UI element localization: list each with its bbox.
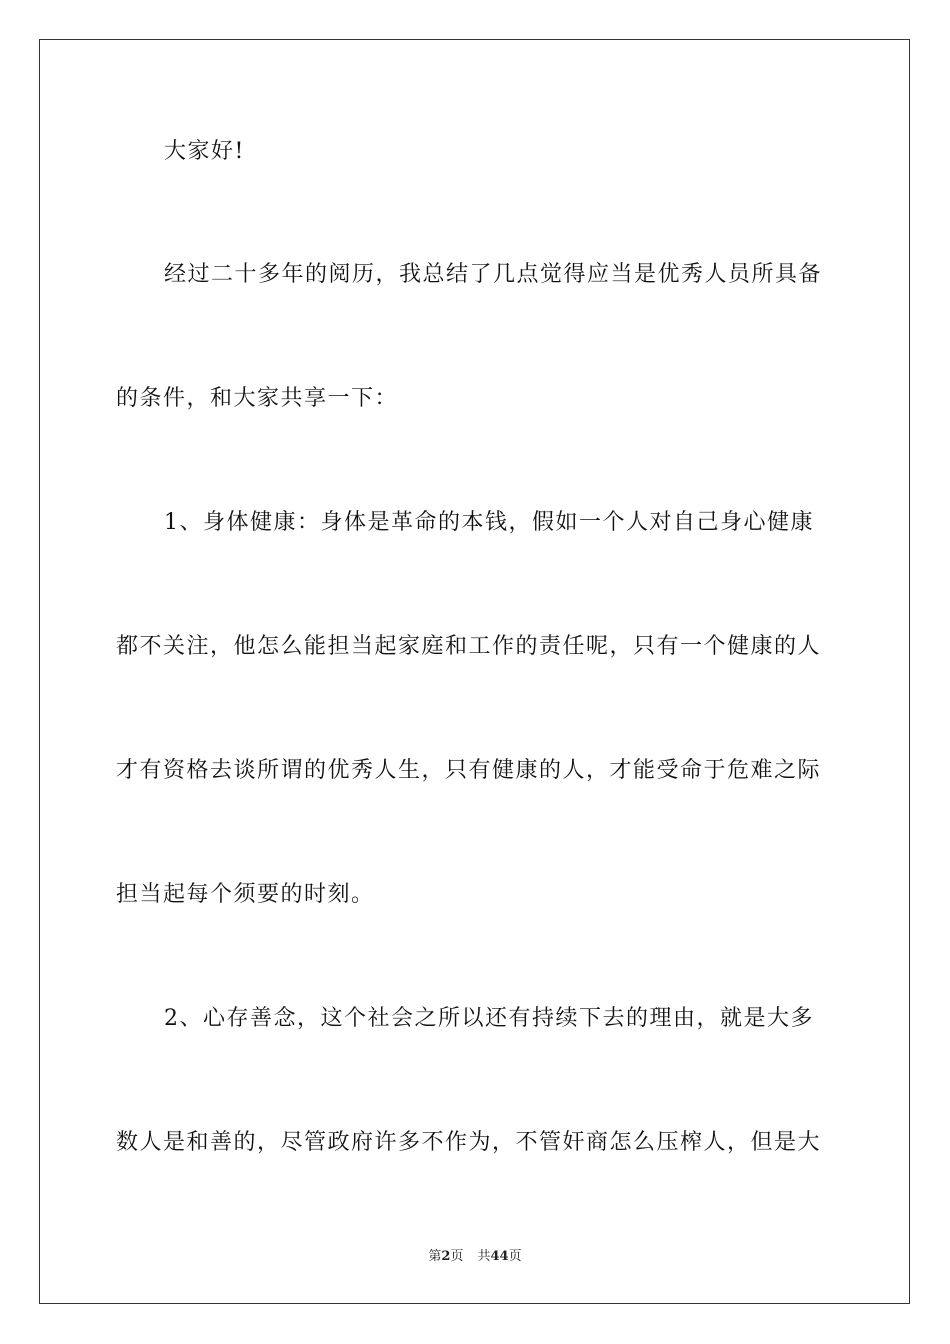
total-prefix: 共 (477, 1249, 491, 1264)
paragraph-2-line-2: 都不关注，他怎么能担当起家庭和工作的责任呢，只有一个健康的人 (116, 634, 822, 659)
paragraph-1-line-1: 经过二十多年的阅历，我总结了几点觉得应当是优秀人员所具备 (164, 262, 823, 287)
paragraph-3-line-2: 数人是和善的，尽管政府许多不作为，不管奸商怎么压榨人，但是大 (116, 1130, 822, 1155)
paragraph-2-line-1: 1、身体健康：身体是革命的本钱，假如一个人对自己身心健康 (164, 510, 814, 535)
page-border (39, 39, 910, 1304)
page-number: 2 (441, 1249, 451, 1264)
paragraph-3-line-1: 2、心存善念，这个社会之所以还有持续下去的理由，就是大多 (164, 1006, 814, 1031)
paragraph-2-line-4: 担当起每个须要的时刻。 (116, 882, 375, 907)
page-suffix: 页 (450, 1249, 464, 1264)
total-pages: 44 (490, 1249, 509, 1264)
paragraph-2-line-3: 才有资格去谈所谓的优秀人生，只有健康的人，才能受命于危难之际 (116, 758, 822, 783)
paragraph-1-line-2: 的条件，和大家共享一下： (116, 386, 399, 411)
page-footer (0, 1247, 950, 1267)
page-prefix: 第 (428, 1249, 442, 1264)
total-suffix: 页 (508, 1249, 522, 1264)
greeting-line: 大家好! (164, 139, 245, 164)
